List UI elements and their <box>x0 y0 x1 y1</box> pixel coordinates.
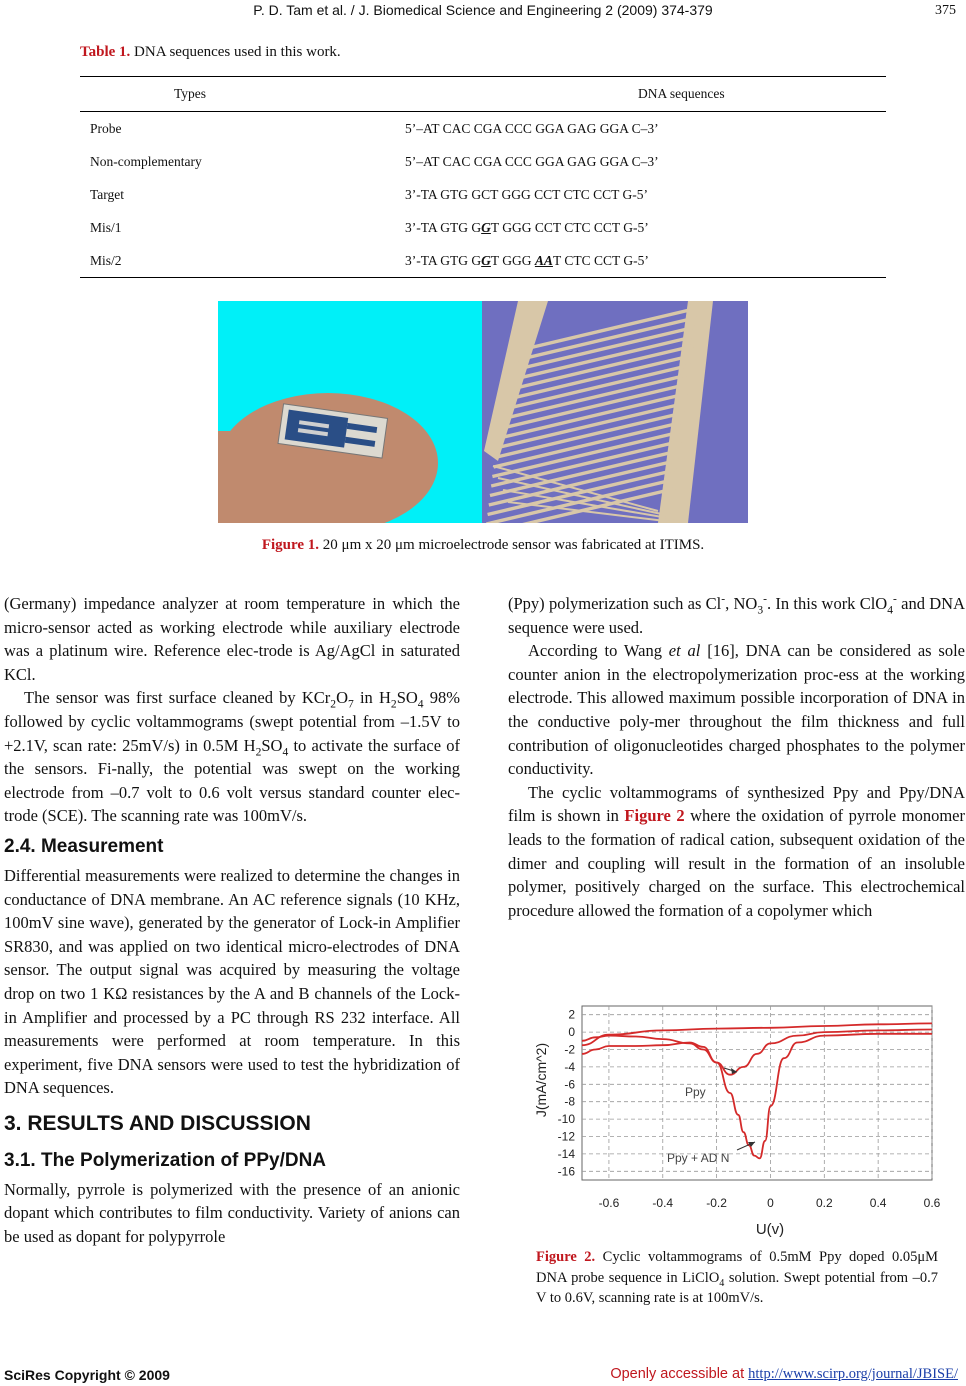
header-types: Types <box>80 77 405 112</box>
figure1-photo <box>218 301 748 523</box>
journal-link[interactable]: http://www.scirp.org/journal/JBISE/ <box>748 1366 958 1382</box>
left-column <box>4 592 460 1249</box>
row-type: Probe <box>90 120 122 136</box>
row-type: Mis/2 <box>80 244 405 278</box>
x-tick-label: 0.4 <box>869 1196 887 1210</box>
figure2-caption: Figure 2. Cyclic voltammograms of 0.5mM Ppy doped 0.05μM DNA probe sequence in LiClO$_4$ solution. Swept potential from –0.7 V to 0.6V, scanning rate is at 100mV/s. <box>536 1249 938 1306</box>
x-tick-label: -0.2 <box>706 1196 727 1210</box>
figure1-label: Figure 1. <box>261 537 320 553</box>
chart-series <box>582 1023 932 1158</box>
y-tick-labels <box>558 1008 576 1179</box>
x-tick-label: 0 <box>767 1196 774 1210</box>
table-row <box>80 145 886 178</box>
section-heading-2-4: 2.4. Measurement <box>4 835 164 857</box>
y-tick-label: -2 <box>564 1042 575 1057</box>
x-tick-label: 0.6 <box>923 1196 941 1210</box>
right-column <box>508 592 965 922</box>
table-label: Table 1. <box>80 44 131 60</box>
row-sequence: 3’-TA GTG GGT GGG AAT CTC CCT G-5’ <box>405 244 886 278</box>
annotation-ppy-dna: Ppy + AD N <box>667 1151 730 1165</box>
paragraph: Differential measurements were realized to determine the changes in conductance of DNA membrane. An AC reference signals (10 KHz, 100mV sine wave), generated by the generator of Lock-in Amplifier SR830, and was applied on two identical micro-electrodes of DNA sensor. The output signal was acquired by measuring the voltage drop on two 1 KΩ resistances by the A and B channels of the Lock-in Amplifier and processed by a PC through RS 232 interface. All measurements were performed at room temperature. In this experiment, five DNA sensors were used to test the hybridization of DNA sequences. <box>4 865 460 1098</box>
y-tick-label: -16 <box>557 1164 575 1179</box>
row-sequence: 5’–AT CAC CGA CCC GGA GAG GGA C–3’ <box>405 153 659 169</box>
table-row <box>80 211 886 244</box>
table-header-row <box>80 77 886 112</box>
section-heading-3: 3. RESULTS AND DISCUSSION <box>4 1111 311 1135</box>
row-type: Target <box>90 186 125 202</box>
series-line-2 <box>582 1034 932 1159</box>
table-caption-text: DNA sequences used in this work. <box>130 44 341 60</box>
y-tick-label: 2 <box>568 1007 575 1022</box>
table-caption <box>80 44 341 61</box>
paragraph: (Germany) impedance analyzer at room temperature in which the micro-sensor acted as working electrode while auxiliary electrode was a platinum wire. Reference elec-trode is Ag/AgCl in saturated KCl. <box>4 594 460 684</box>
paragraph: The sensor was first surface cleaned by $KCr_2O_7$ in $H_2SO_4$ 98% followed by cyclic voltammograms (swept potential from –1.5V to +2.1V, scan rate: 25mV/s) in 0.5M $H_2SO_4$ to activate the surface of the sensors. Fi-nally, the potential was swept on the working electrode from –0.7 volt to 0.6 volt versus standard counter elec-trode (SCE). The scanning rate was 100mV/s. <box>4 688 460 826</box>
paragraph-text: where the oxidation of pyrrole monomer leads to the formation of radical cation, subsequent oxidation of the dimer and coupling will result in the formation of an insoluble polymer, positively charged on the surface. This electrochemical procedure allowed the formation of a copolymer which <box>508 806 965 920</box>
paragraph: According to Wang et al [16], DNA can be considered as sole counter anion in the electropolymerization proc-ess at the working electrode. This allowed maximum possible incorporation of DNA in the conductive poly-mer throughout the film thickness and full contribution of oligonucleotides charged phosphates to the polymer conductivity. <box>508 641 965 779</box>
y-tick-label: -10 <box>557 1112 575 1127</box>
page-number: 375 <box>935 3 956 18</box>
y-tick-label: -14 <box>557 1146 575 1161</box>
figure2-label: Figure 2. <box>536 1249 596 1265</box>
header-sequences: DNA sequences <box>405 77 886 112</box>
y-tick-label: -12 <box>557 1129 575 1144</box>
annotation-ppy: Ppy <box>685 1085 706 1099</box>
row-type: Mis/1 <box>90 219 122 235</box>
row-sequence: 3’-TA GTG GCT GGG CCT CTC CCT G-5’ <box>405 186 649 202</box>
table-row <box>80 244 886 278</box>
figure2-chart <box>527 998 947 1238</box>
figure1-caption <box>0 537 966 554</box>
y-tick-label: -4 <box>564 1059 575 1074</box>
footer-copyright: SciRes Copyright © 2009 <box>4 1367 170 1383</box>
paragraph-text: The cyclic voltammograms of synthesized Ppy and Ppy/DNA film is shown in <box>508 782 965 826</box>
paragraph <box>508 781 965 923</box>
y-tick-label: 0 <box>568 1025 575 1040</box>
row-sequence: 3’-TA GTG GGT GGG CCT CTC CCT G-5’ <box>405 219 649 235</box>
y-tick-label: -6 <box>564 1077 575 1092</box>
y-axis-label: J(mA/cm^2) <box>533 1042 549 1118</box>
paragraph: Normally, pyrrole is polymerized with the presence of an anionic dopant which contributes to film conductivity. Variety of anions can be used as dopant for polypyrrole <box>4 1179 460 1247</box>
x-tick-label: -0.4 <box>652 1196 674 1210</box>
x-tick-label: -0.6 <box>598 1196 620 1210</box>
running-header <box>0 0 966 20</box>
footer-access <box>610 1366 958 1383</box>
y-tick-label: -8 <box>564 1094 575 1109</box>
figure2-link[interactable]: Figure 2 <box>624 806 685 826</box>
running-title: P. D. Tam et al. / J. Biomedical Science and Engineering 2 (2009) 374-379 <box>253 2 713 18</box>
table-row <box>80 112 886 146</box>
x-axis-label: U(v) <box>755 1221 785 1238</box>
open-access-text: Openly accessible at <box>610 1366 749 1382</box>
row-type: Non-complementary <box>90 153 202 169</box>
x-tick-label: 0.2 <box>815 1196 833 1210</box>
dna-sequence-table <box>80 76 886 278</box>
figure1-caption-text: 20 μm x 20 μm microelectrode sensor was fabricated at ITIMS. <box>319 537 705 553</box>
paragraph: (Ppy) polymerization such as Cl-, $NO_3^-$. In this work ClO$_4$- and DNA sequence were used. <box>508 593 965 637</box>
section-heading-3-1: 3.1. The Polymerization of PPy/DNA <box>4 1149 327 1171</box>
table-row <box>80 178 886 211</box>
x-tick-labels <box>599 1196 941 1210</box>
row-sequence: 5’–AT CAC CGA CCC GGA GAG GGA C–3’ <box>405 120 659 136</box>
